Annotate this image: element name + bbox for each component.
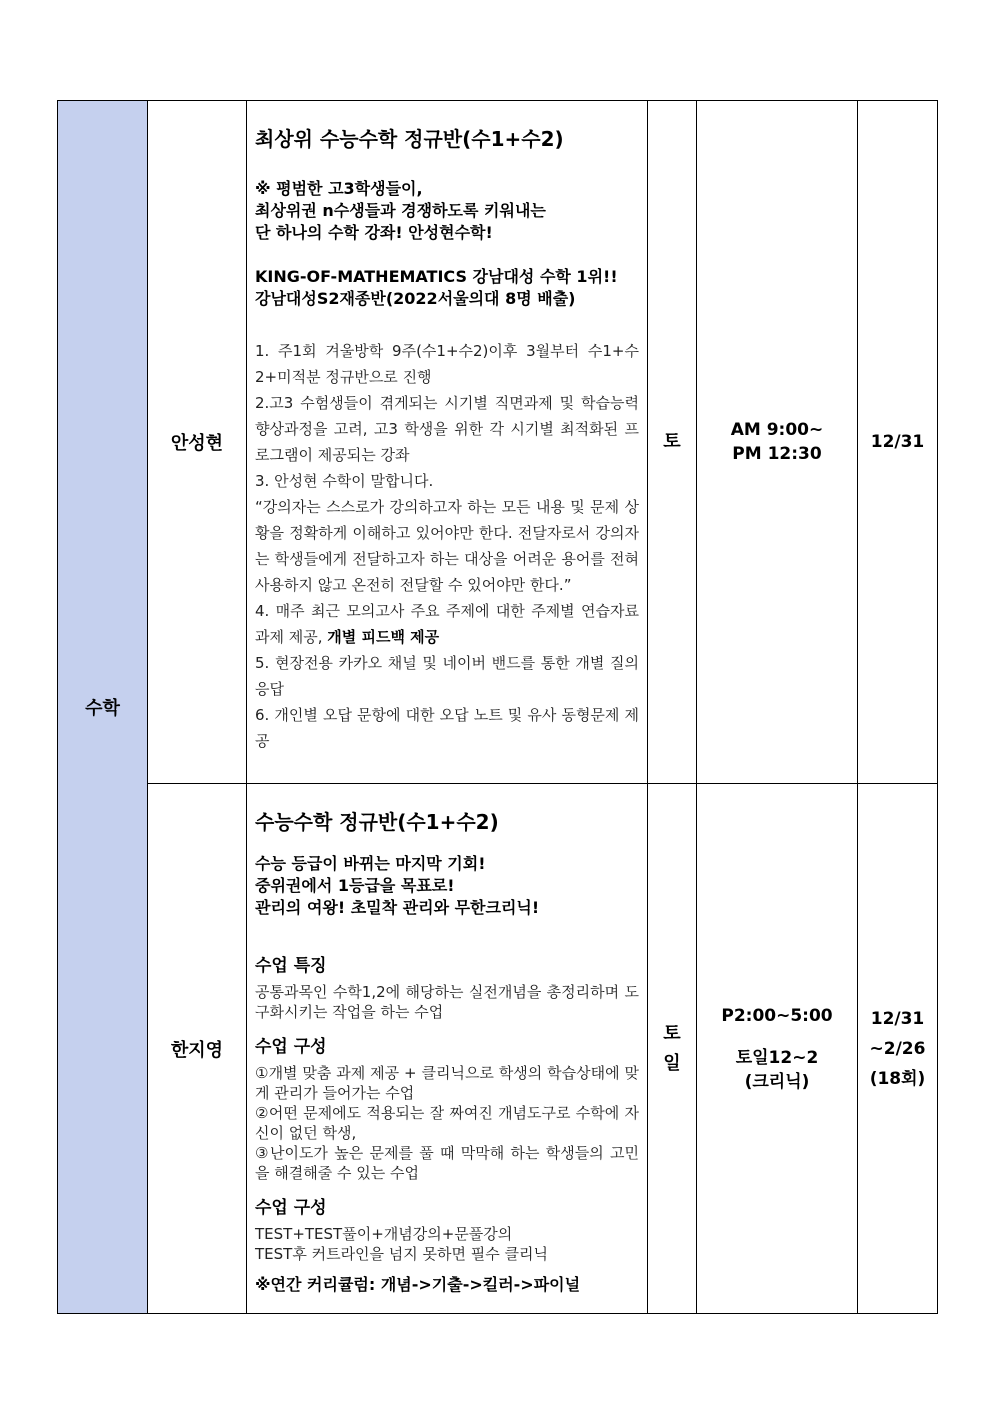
- intro-line: 관리의 여왕! 초밀착 관리와 무한크리닉!: [255, 898, 540, 917]
- list-item: 2.고3 수험생들이 겪게되는 시기별 직면과제 및 학습능력 향상과정을 고려, 고3 학생을 위한 각 시기별 최적화된 프로그램이 제공되는 강좌: [255, 394, 639, 464]
- list-item: 1. 주1회 겨울방학 9주(수1+수2)이후 3월부터 수1+수2+미적분 정규반으로 진행: [255, 342, 639, 386]
- table-row: [58, 101, 938, 784]
- day-line: 일: [663, 1052, 681, 1074]
- date-cell: 12/31: [858, 101, 938, 784]
- date-line: 12/31: [870, 1008, 925, 1029]
- list-item: 3. 안성현 수학이 말합니다.: [255, 472, 434, 490]
- quote-text: “강의자는 스스로가 강의하고자 하는 모든 내용 및 문제 상황을 정확하게 이해하고 있어야만 한다. 전달자로서 강의자는 학생들에게 전달하고자 하는 대상을 어려운 용어를 전혀 사용하지 않고 온전히 전달할 수 있어야만 한다.”: [255, 498, 639, 594]
- list-item: [255, 598, 639, 650]
- highlight-line: 강남대성S2재종반(2022서울의대 8명 배출): [255, 289, 576, 308]
- date-line: ~2/26: [869, 1038, 926, 1059]
- list-item-text: 4. 매주 최근 모의고사 주요 주제에 대한 주제별 연습자료 과제 제공,: [255, 602, 639, 646]
- intro-line: 최상위권 n수생들과 경쟁하도록 키워내는: [255, 201, 546, 220]
- day-cell: [648, 784, 697, 1314]
- date-cell: [858, 784, 938, 1314]
- day-line: 토: [663, 1022, 681, 1044]
- subject-cell: 수학: [58, 101, 148, 1314]
- time-line: P2:00~5:00: [721, 1005, 833, 1026]
- time-line: 토일12~2: [735, 1047, 819, 1068]
- section-heading: 수업 구성: [255, 1198, 327, 1218]
- list-item: 6. 개인별 오답 문항에 대한 오답 노트 및 유사 동형문제 제공: [255, 706, 639, 750]
- table-row: [58, 784, 938, 1314]
- list-item: 5. 현장전용 카카오 채널 및 네이버 밴드를 통한 개별 질의응답: [255, 654, 639, 698]
- course-description: [247, 784, 648, 1314]
- time-line: AM 9:00~: [730, 420, 824, 440]
- highlight-line: KING-OF-MATHEMATICS 강남대성 수학 1위!!: [255, 267, 618, 286]
- list-item: ③난이도가 높은 문제를 풀 때 막막해 하는 학생들의 고민을 해결해줄 수 있는 수업: [255, 1144, 639, 1182]
- date-line: (18회): [869, 1068, 926, 1089]
- section-heading: 수업 구성: [255, 1037, 327, 1057]
- time-cell: [697, 101, 858, 784]
- list-item: TEST+TEST풀이+개념강의+문풀강의: [255, 1225, 513, 1243]
- schedule-table: [57, 100, 938, 1314]
- intro-line: ※ 평범한 고3학생들이,: [255, 179, 423, 198]
- list-item: TEST후 커트라인을 넘지 못하면 필수 클리닉: [255, 1245, 549, 1263]
- list-item-bold: 개별 피드백 제공: [327, 628, 440, 646]
- intro-line: 수능 등급이 바뀌는 마지막 기회!: [255, 854, 486, 873]
- intro-line: 중위권에서 1등급을 목표로!: [255, 876, 455, 895]
- section-text: 공통과목인 수학1,2에 해당하는 실전개념을 총정리하며 도구화시키는 작업을 하는 수업: [255, 983, 639, 1021]
- course-title: 최상위 수능수학 정규반(수1+수2): [255, 127, 564, 151]
- time-line: (크리닉): [744, 1071, 810, 1092]
- intro-line: 단 하나의 수학 강좌! 안성현수학!: [255, 223, 493, 242]
- day-cell: 토: [648, 101, 697, 784]
- list-item: ②어떤 문제에도 적용되는 잘 짜여진 개념도구로 수학에 자신이 없던 학생,: [255, 1104, 639, 1142]
- teacher-name: 안성현: [148, 101, 247, 784]
- time-cell: [697, 784, 858, 1314]
- list-item: ①개별 맞춤 과제 제공 + 클리닉으로 학생의 학습상태에 맞게 관리가 들어가는 수업: [255, 1064, 639, 1102]
- course-title: 수능수학 정규반(수1+수2): [255, 810, 499, 834]
- time-line: PM 12:30: [732, 444, 822, 464]
- teacher-name: 한지영: [148, 784, 247, 1314]
- section-heading: 수업 특징: [255, 956, 327, 976]
- course-description: [247, 101, 648, 784]
- curriculum-note: ※연간 커리큘럼: 개념->기출->킬러->파이널: [255, 1275, 581, 1294]
